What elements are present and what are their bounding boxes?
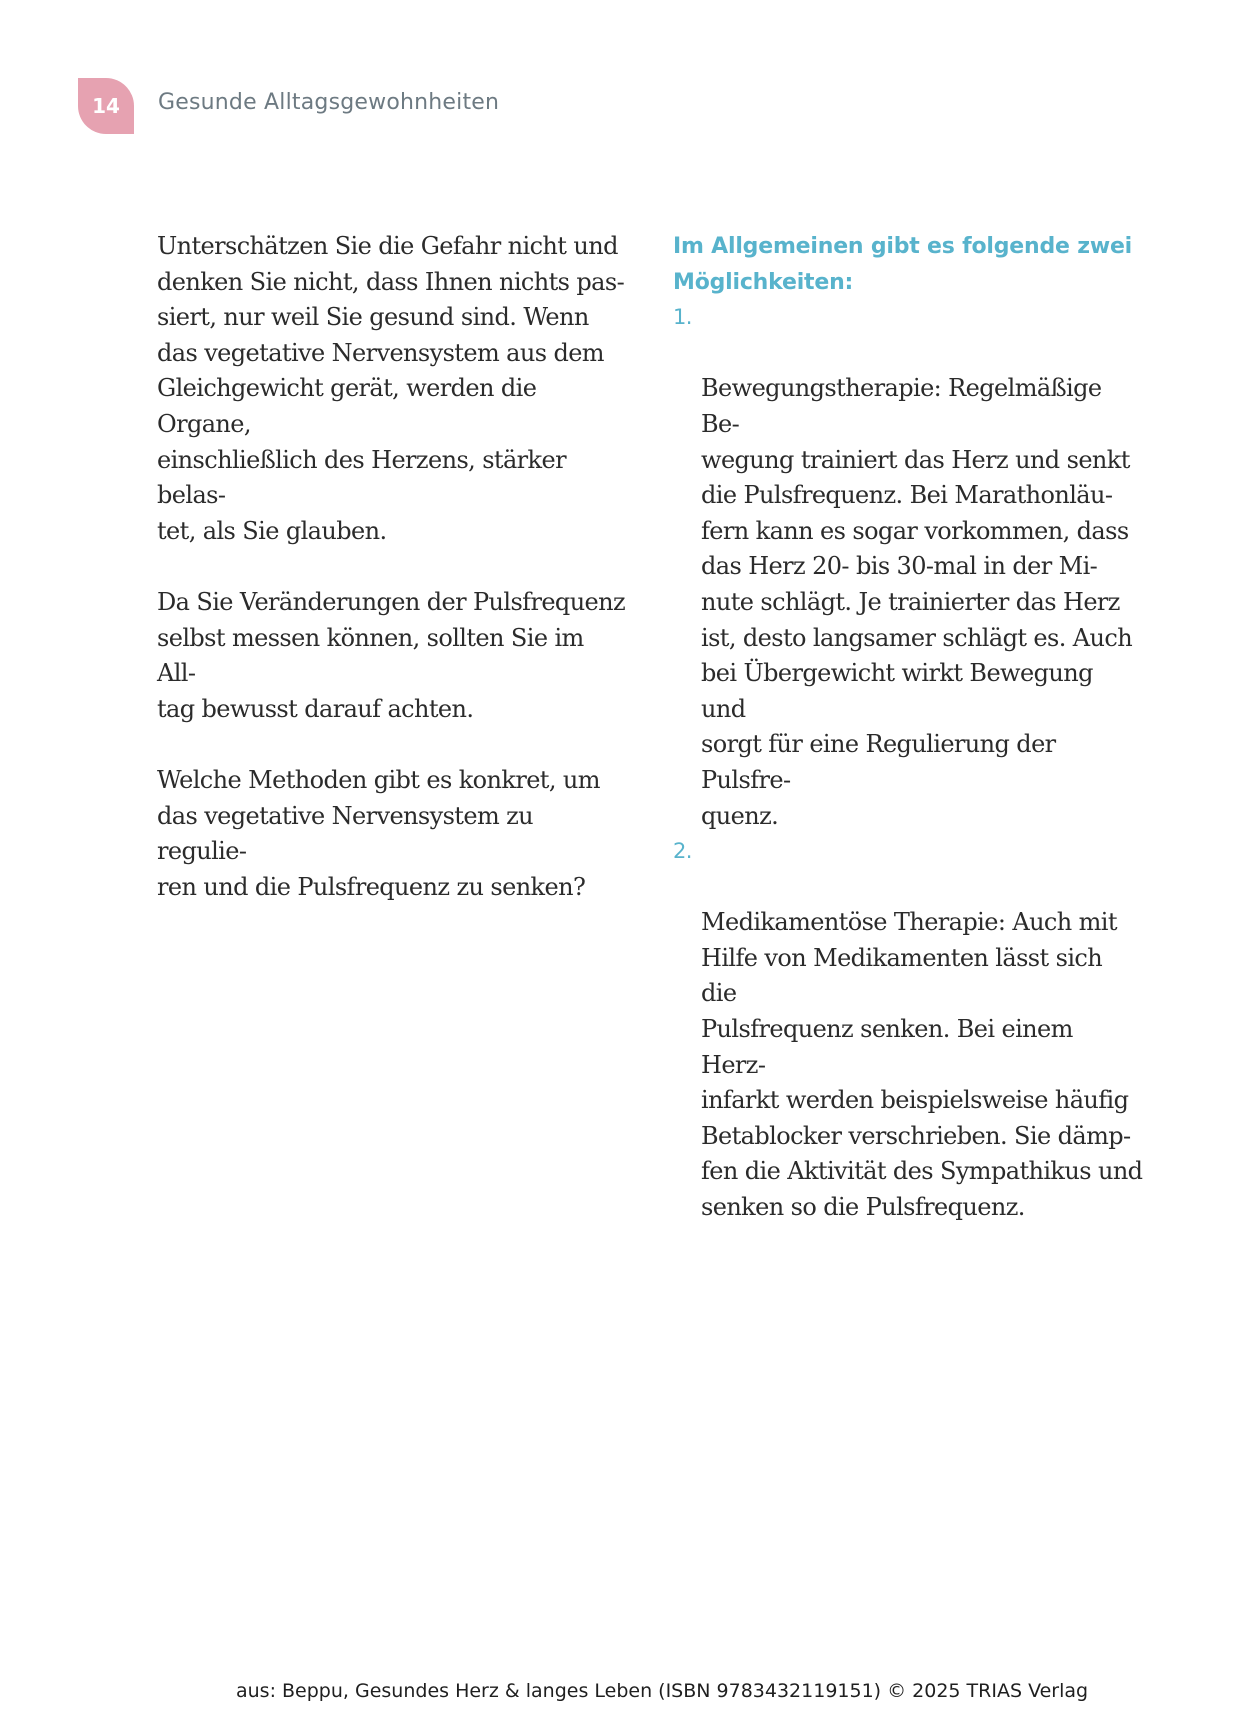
list-item-number: 2. [673,839,692,864]
paragraph: Da Sie Veränderungen der Pulsfrequenz selbst messen können, sollten Sie im All- tag bewusst darauf achten. [157,587,626,723]
list-item-text: Medikamentöse Therapie: Auch mit Hilfe von Medikamenten lässt sich die Pulsfrequenz senken. Bei einem Herz- infarkt werden beispielsweise häufig Betablocker verschrieben. Sie dämp- fen die Aktivität des Sympathikus und senken so die Pulsfrequenz. [701,908,1143,1222]
left-column [157,229,627,905]
page-number-badge: 14 [78,78,134,134]
therapy-list [673,300,1143,1225]
paragraph: Welche Methoden gibt es konkret, um das vegetative Nervensystem zu regulie- ren und die Pulsfrequenz zu senken? [157,765,600,901]
right-column [673,229,1143,1226]
list-item [673,834,1143,1226]
footer-citation: aus: Beppu, Gesundes Herz & langes Leben (ISBN 9783432119151) © 2025 TRIAS Verlag [236,1680,1089,1702]
list-item-number: 1. [673,305,692,330]
paragraph: Unterschätzen Sie die Gefahr nicht und denken Sie nicht, dass Ihnen nichts pas- siert, nur weil Sie gesund sind. Wenn das vegetative Nervensystem aus dem Gleichgewicht gerät, werden die Organe, einschließlich des Herzens, stärker belas- tet, als Sie glauben. [157,232,625,545]
running-title: Gesunde Alltagsgewohnheiten [158,90,500,115]
list-item-text: Bewegungstherapie: Regelmäßige Be- wegung trainiert das Herz und senkt die Pulsfrequenz. Bei Marathonläu- fern kann es sogar vorkommen, dass das Herz 20- bis 30-mal in der Mi- nute schlägt. Je trainierter das Herz ist, desto langsamer schlägt es. Auch bei Übergewicht wirkt Bewegung und sorgt für eine Regulierung der Pulsfre- quenz. [701,374,1133,830]
list-intro-heading: Im Allgemeinen gibt es folgende zwei Möglichkeiten: [673,234,1133,295]
list-item [673,300,1143,834]
